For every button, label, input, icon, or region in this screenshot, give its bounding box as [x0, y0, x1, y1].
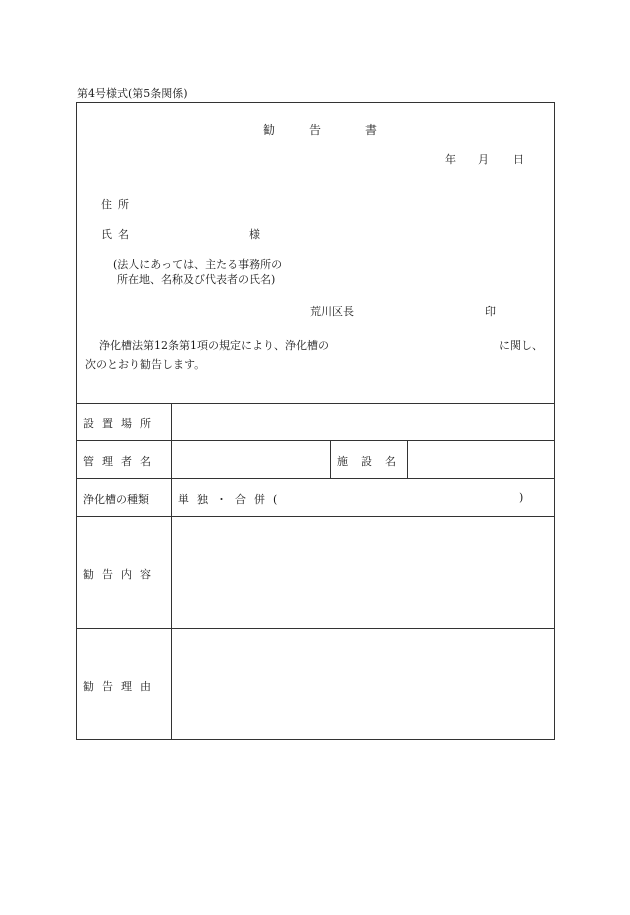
content-label-char: 内 [121, 568, 132, 581]
body-text-line-1: 浄化槽法第12条第1項の規定により、浄化槽の [99, 339, 329, 352]
date-year-label: 年 [445, 153, 456, 166]
form-number: 第4号様式(第5条関係) [77, 87, 188, 100]
content-label-char: 勧 [83, 568, 94, 581]
address-label-char: 住 [101, 198, 112, 211]
facility-label-char: 設 [361, 455, 372, 468]
reason-label-char: 勧 [83, 680, 94, 693]
issuer-name: 荒川区長 [310, 305, 354, 318]
facility-label-char: 名 [385, 455, 396, 468]
name-label-char: 氏 [101, 228, 112, 241]
recommendation-content-label [83, 566, 159, 582]
table-divider [76, 628, 555, 629]
body-text-line-1-end: に関し、 [499, 339, 543, 352]
manager-label-char: 者 [121, 455, 132, 468]
date-month-label: 月 [478, 153, 489, 166]
facility-name-label [337, 453, 409, 469]
choice-char: 合 [235, 493, 246, 506]
label-column-divider [171, 403, 172, 740]
name-label-char: 名 [118, 228, 129, 241]
date-day-label: 日 [513, 153, 524, 166]
date-line [445, 151, 524, 167]
recommendation-reason-label [83, 678, 159, 694]
choice-char: 独 [197, 493, 208, 506]
choice-char: ( [273, 493, 278, 506]
title-char: 告 [309, 123, 322, 137]
seal-mark: 印 [485, 305, 496, 318]
title-char: 勧 [263, 123, 276, 137]
choice-char: ・ [216, 493, 227, 506]
honorific-sama: 様 [249, 228, 260, 241]
document-title [263, 121, 377, 138]
tank-type-label: 浄化槽の種類 [83, 493, 149, 506]
name-label [101, 226, 129, 242]
title-char: 書 [365, 123, 378, 137]
address-label [101, 196, 129, 212]
location-label-char: 所 [140, 417, 151, 430]
table-divider [76, 440, 555, 441]
content-label-char: 告 [102, 568, 113, 581]
manager-label-char: 理 [102, 455, 113, 468]
manager-label-char: 名 [140, 455, 151, 468]
details-table [76, 403, 555, 740]
table-divider [76, 478, 555, 479]
reason-label-char: 理 [121, 680, 132, 693]
table-divider [76, 516, 555, 517]
manager-facility-divider [330, 440, 331, 478]
location-label-char: 設 [83, 417, 94, 430]
corporate-note-line-2: 所在地、名称及び代表者の氏名) [117, 273, 276, 286]
body-text-line-2: 次のとおり勧告します。 [85, 358, 206, 371]
location-label [83, 415, 159, 431]
location-label-char: 場 [121, 417, 132, 430]
reason-label-char: 告 [102, 680, 113, 693]
table-divider [76, 403, 555, 404]
choice-char: 単 [178, 493, 189, 506]
corporate-note-line-1: (法人にあっては、主たる事務所の [113, 258, 283, 271]
tank-type-choice [178, 491, 277, 507]
choice-char: 併 [254, 493, 265, 506]
facility-label-char: 施 [337, 455, 348, 468]
manager-label-char: 管 [83, 455, 94, 468]
manager-name-label [83, 453, 159, 469]
location-label-char: 置 [102, 417, 113, 430]
tank-type-close-paren: ) [519, 491, 524, 504]
content-label-char: 容 [140, 568, 151, 581]
reason-label-char: 由 [140, 680, 151, 693]
address-label-char: 所 [118, 198, 129, 211]
